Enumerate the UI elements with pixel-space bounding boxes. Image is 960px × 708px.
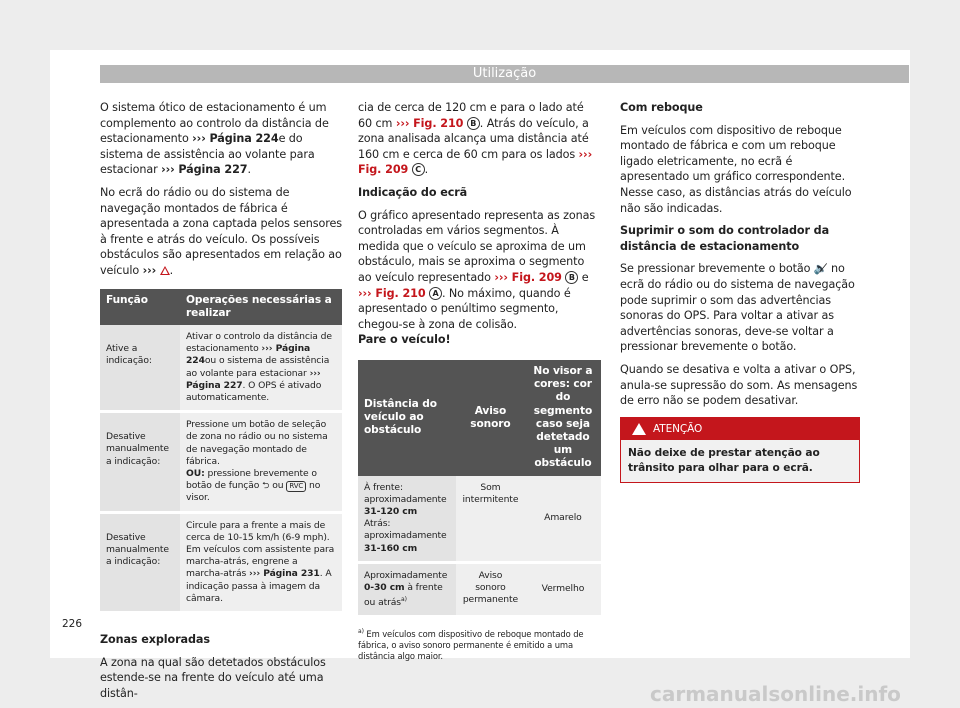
column-2: [358, 100, 601, 662]
warning-box: [620, 417, 860, 483]
display-paragraph: No ecrã do rádio ou do sistema de navegação montados de fábrica é apresentada a zona captada pelos sensores à frente e atrás do veículo. Os possíveis obstáculos são apresentados em relação ao veículo ››› .: [100, 185, 343, 277]
table-row: Aproximadamente 0-30 cm à frente ou atrás$^{a)}$ Aviso sonoro permanente Vermelho: [358, 562, 601, 617]
warning-triangle-icon: [632, 423, 646, 435]
callout-c-icon: C: [412, 163, 425, 176]
warning-icon: [160, 266, 170, 275]
section-header: Utilização: [100, 65, 909, 83]
page-link-227[interactable]: ››› Página 227: [161, 163, 248, 177]
table-row: Ative a indicação: Ativar o controlo da distância de estacionamento ››› Página 224ou o sistema de assistência ao volante para estacionar ››› Página 227. O OPS é ativado automaticamente.: [100, 325, 342, 412]
zones-continued-paragraph: cia de cerca de 120 cm e para o lado até 60 cm ››› Fig. 210 B . Atrás do veículo, a zona analisada alcança uma distância até 160 cm e cerca de 60 cm para os lados ››› Fig. 209 C .: [358, 101, 593, 177]
table-row: À frente: aproximadamente 31-120 cm Atrás: aproximadamente 31-160 cm Som intermitente Amarelo: [358, 476, 601, 563]
mute-paragraph: Se pressionar brevemente o botão 🔈̸ no ecrã do rádio ou do sistema de navegação pode suprimir o som das advertências sonoras do OPS. Para voltar a ativar as advertências sonoras, deve-se voltar a pressionar brevemente o botão.: [620, 262, 855, 354]
table-header: No visor a cores: cor do segmento caso seja detetado um obstáculo: [525, 360, 601, 476]
speaker-mute-icon: 🔈̸: [813, 262, 828, 276]
warning-link[interactable]: ›››: [142, 263, 157, 277]
watermark: carmanualsonline.info: [650, 682, 901, 706]
figure-link-209[interactable]: ››› Fig. 209: [358, 147, 593, 177]
table-row: Desative manualmente a indicação: Circule para a frente a mais de cerca de 10-15 km/h (6-9 mph). Em veículos com assistente para marcha-atrás, engrene a marcha-atrás ››› Página 231. A indicação passa à imagem da câmara.: [100, 512, 342, 612]
table-header: Função: [100, 289, 180, 325]
callout-b-icon: B: [467, 117, 480, 130]
column-1: [100, 100, 342, 708]
figure-link-210[interactable]: ››› Fig. 210: [358, 286, 426, 300]
trailer-paragraph: Em veículos com dispositivo de reboque montado de fábrica e com um reboque ligado eletricamente, no ecrã é apresentado um gráfico correspondente. Nesse caso, as distâncias atrás do veículo não são indicadas.: [620, 123, 852, 215]
table-header: Distância do veículo ao obstáculo: [358, 360, 456, 476]
figure-link-209[interactable]: ››› Fig. 209: [494, 270, 562, 284]
page-number: 226: [62, 618, 83, 630]
figure-link-210[interactable]: ››› Fig. 210: [395, 116, 464, 130]
rvc-button-icon: RVC: [286, 481, 306, 492]
distance-table: [358, 360, 601, 619]
mute-heading: Suprimir o som do controlador da distância de estacionamento: [620, 224, 830, 253]
warning-text: Não deixe de prestar atenção ao trânsito para olhar para o ecrã.: [621, 440, 859, 482]
page-link-231[interactable]: ››› Página 231: [249, 568, 320, 580]
callout-a-icon: A: [429, 287, 442, 300]
reactivate-paragraph: Quando se desativa e volta a ativar o OPS, anula-se supressão do som. As mensagens de erro não se podem desativar.: [620, 362, 858, 408]
zonas-paragraph: A zona na qual são detetados obstáculos estende-se na frente do veículo até uma distân-: [100, 655, 326, 700]
table-header: Operações necessárias a realizar: [180, 289, 342, 325]
page-link-224[interactable]: ››› Página 224: [192, 132, 279, 146]
table-header: Aviso sonoro: [456, 360, 525, 476]
page-link-224[interactable]: ››› Página 224: [186, 343, 311, 367]
table-row: Desative manualmente a indicação: Pressione um botão de seleção de zona no rádio ou no sistema de navegação montado de fábrica. OU: pressione brevemente o botão de função ⮌ ou RVC no visor.: [100, 412, 342, 512]
footnote: $^{a)}$ Em veículos com dispositivo de reboque montado de fábrica, o aviso sonoro permanente é emitido a uma distância algo maior.: [358, 628, 584, 662]
zonas-heading: Zonas exploradas: [100, 633, 210, 646]
display-heading: Indicação do ecrã: [358, 185, 468, 199]
warning-title: ATENÇÃO: [653, 422, 703, 435]
rear-view-icon: ⮌: [262, 480, 270, 492]
callout-b-icon: B: [565, 271, 578, 284]
trailer-heading: Com reboque: [620, 101, 703, 114]
function-table: [100, 289, 342, 614]
intro-paragraph: O sistema ótico de estacionamento é um complemento ao controlo da distância de estacionamento ››› Página 224e do sistema de assistência ao volante para estacionar ››› Página 227.: [100, 101, 329, 177]
page-link-227[interactable]: ››› Página 227: [186, 367, 321, 391]
display-indication-paragraph: O gráfico apresentado representa as zonas controladas em vários segmentos. À medida que o veículo se aproxima de um obstáculo, mais se aproxima o segmento ao veículo representado ››› Fig. 209 B e ››› Fig. 210 A . No máximo, quando é apresentado o penúltimo segmento, chegou-se à zona de colisão. Pare o veículo!: [358, 208, 596, 347]
column-3: [620, 100, 860, 483]
